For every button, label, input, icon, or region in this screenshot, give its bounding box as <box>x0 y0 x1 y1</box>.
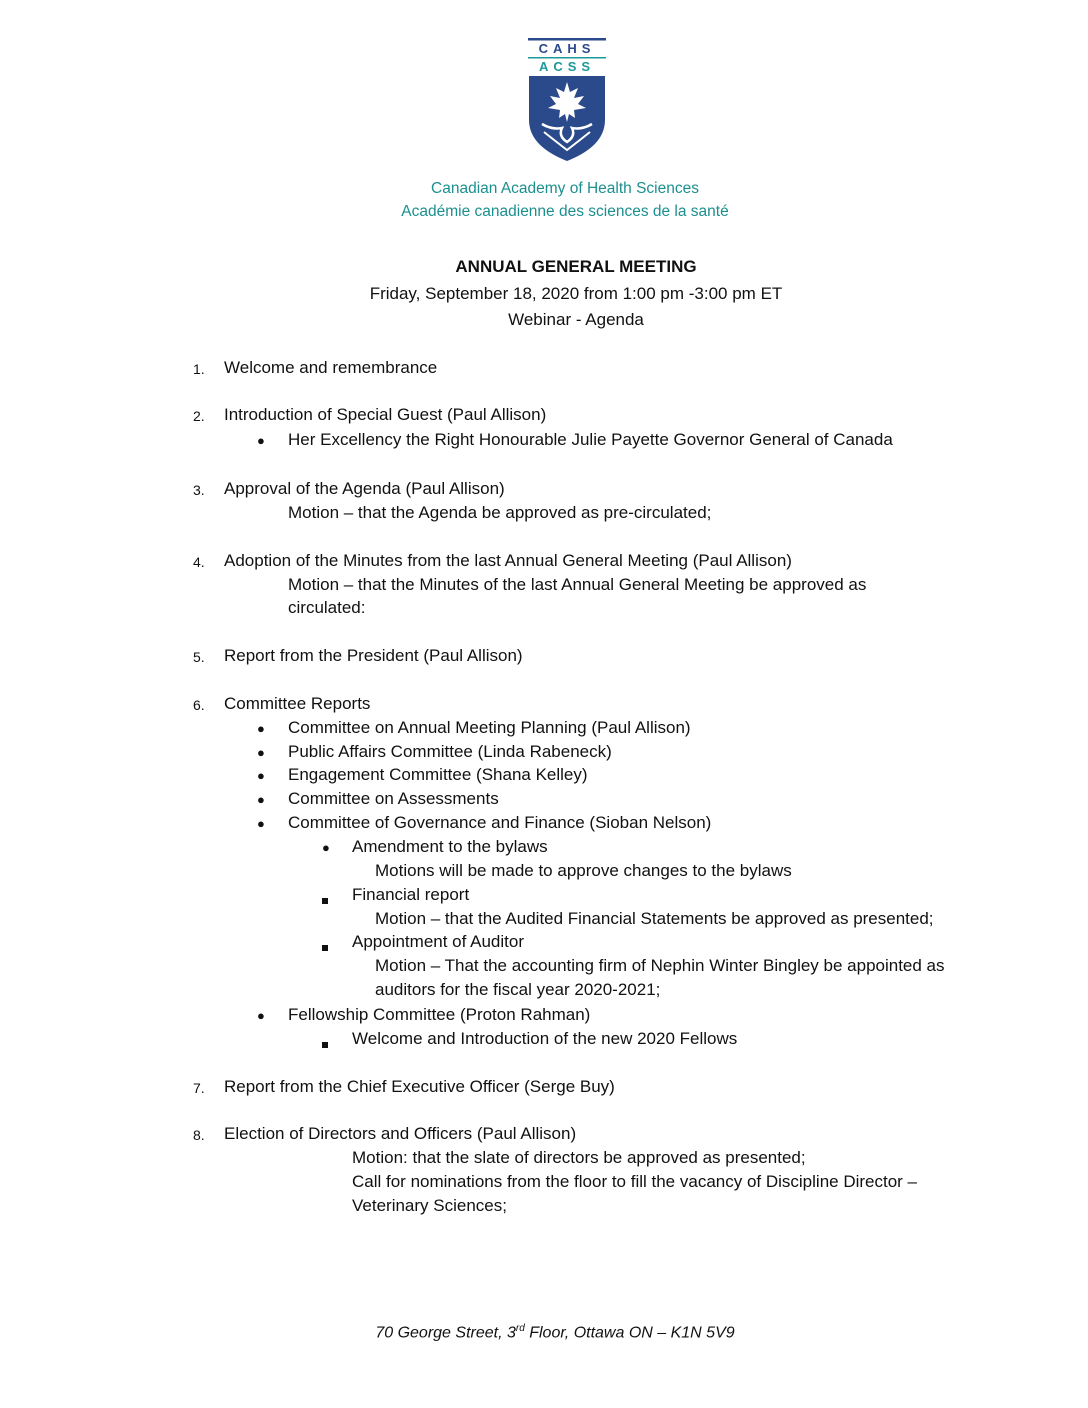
minutes-motion-line1: Motion – that the Minutes of the last Annual General Meeting be approved as <box>288 575 867 594</box>
item-number: 6. <box>193 697 205 713</box>
org-name-en: Canadian Academy of Health Sciences <box>431 180 699 197</box>
agenda-item-3: Approval of the Agenda (Paul Allison) <box>224 479 505 498</box>
agenda-item-8: Election of Directors and Officers (Paul Allison) <box>224 1124 577 1143</box>
election-motion: Motion: that the slate of directors be approved as presented; <box>352 1148 806 1167</box>
committee-item: Committee on Assessments <box>288 789 499 808</box>
agenda-item-5: Report from the President (Paul Allison) <box>224 646 523 665</box>
bylaws-motion: Motions will be made to approve changes to the bylaws <box>375 861 792 880</box>
governance-subitem: Appointment of Auditor <box>352 932 525 951</box>
address-end: Floor, Ottawa ON – K1N 5V9 <box>524 1324 735 1342</box>
square-bullet-icon <box>322 938 328 956</box>
meeting-date: Friday, September 18, 2020 from 1:00 pm -3:00 pm ET <box>369 284 783 303</box>
bullet-icon: ● <box>257 433 265 448</box>
committee-item: Engagement Committee (Shana Kelley) <box>288 765 588 784</box>
square-bullet-icon <box>322 891 328 909</box>
minutes-motion-line2: circulated: <box>288 598 366 617</box>
auditor-motion-line2: auditors for the fiscal year 2020-2021; <box>375 980 661 999</box>
item-number: 7. <box>193 1080 205 1096</box>
address-start: 70 George Street, 3 <box>375 1324 516 1342</box>
logo-line1: CAHS <box>538 41 596 56</box>
maple-leaf-hands-shield-icon <box>528 38 606 162</box>
agenda-item-1: Welcome and remembrance <box>224 358 438 377</box>
committee-item: Public Affairs Committee (Linda Rabeneck) <box>288 742 612 761</box>
financial-motion: Motion – that the Audited Financial Statements be approved as presented; <box>375 909 934 928</box>
committee-item: Committee on Annual Meeting Planning (Paul Allison) <box>288 718 691 737</box>
governance-subitem: Financial report <box>352 885 470 904</box>
item-number: 2. <box>193 408 205 424</box>
auditor-motion-line1: Motion – That the accounting firm of Nephin Winter Bingley be appointed as <box>375 956 945 975</box>
agenda-item-4: Adoption of the Minutes from the last Annual General Meeting (Paul Allison) <box>224 551 792 570</box>
square-bullet-icon <box>322 1035 328 1053</box>
governance-subitem: Amendment to the bylaws <box>352 837 548 856</box>
bullet-icon: ● <box>257 721 265 736</box>
bullet-icon: ● <box>322 840 330 855</box>
bullet-icon: ● <box>257 745 265 760</box>
agenda-item-2: Introduction of Special Guest (Paul Allison) <box>224 405 547 424</box>
cahs-logo <box>528 38 606 162</box>
page-subtitle: Webinar - Agenda <box>508 310 644 329</box>
agenda-item-6: Committee Reports <box>224 694 371 713</box>
page-title: ANNUAL GENERAL MEETING <box>455 257 697 276</box>
item-number: 5. <box>193 649 205 665</box>
agenda-motion: Motion – that the Agenda be approved as pre-circulated; <box>288 503 712 522</box>
item-number: 1. <box>193 361 205 377</box>
item-number: 3. <box>193 482 205 498</box>
org-name-fr: Académie canadienne des sciences de la santé <box>401 203 729 220</box>
logo-line2: ACSS <box>538 59 596 74</box>
committee-item: Committee of Governance and Finance (Sioban Nelson) <box>288 813 712 832</box>
special-guest: Her Excellency the Right Honourable Julie Payette Governor General of Canada <box>288 430 893 449</box>
address-superscript: rd <box>515 1323 525 1334</box>
bullet-icon: ● <box>257 816 265 831</box>
bullet-icon: ● <box>257 1008 265 1023</box>
nominations-line2: Veterinary Sciences; <box>352 1196 507 1215</box>
nominations-line1: Call for nominations from the floor to fill the vacancy of Discipline Director – <box>352 1172 918 1191</box>
committee-item: Fellowship Committee (Proton Rahman) <box>288 1005 591 1024</box>
agenda-item-7: Report from the Chief Executive Officer (Serge Buy) <box>224 1077 615 1096</box>
bullet-icon: ● <box>257 792 265 807</box>
footer-address <box>0 1323 1088 1342</box>
fellowship-subitem: Welcome and Introduction of the new 2020 Fellows <box>352 1029 738 1048</box>
item-number: 8. <box>193 1127 205 1143</box>
item-number: 4. <box>193 554 205 570</box>
bullet-icon: ● <box>257 768 265 783</box>
